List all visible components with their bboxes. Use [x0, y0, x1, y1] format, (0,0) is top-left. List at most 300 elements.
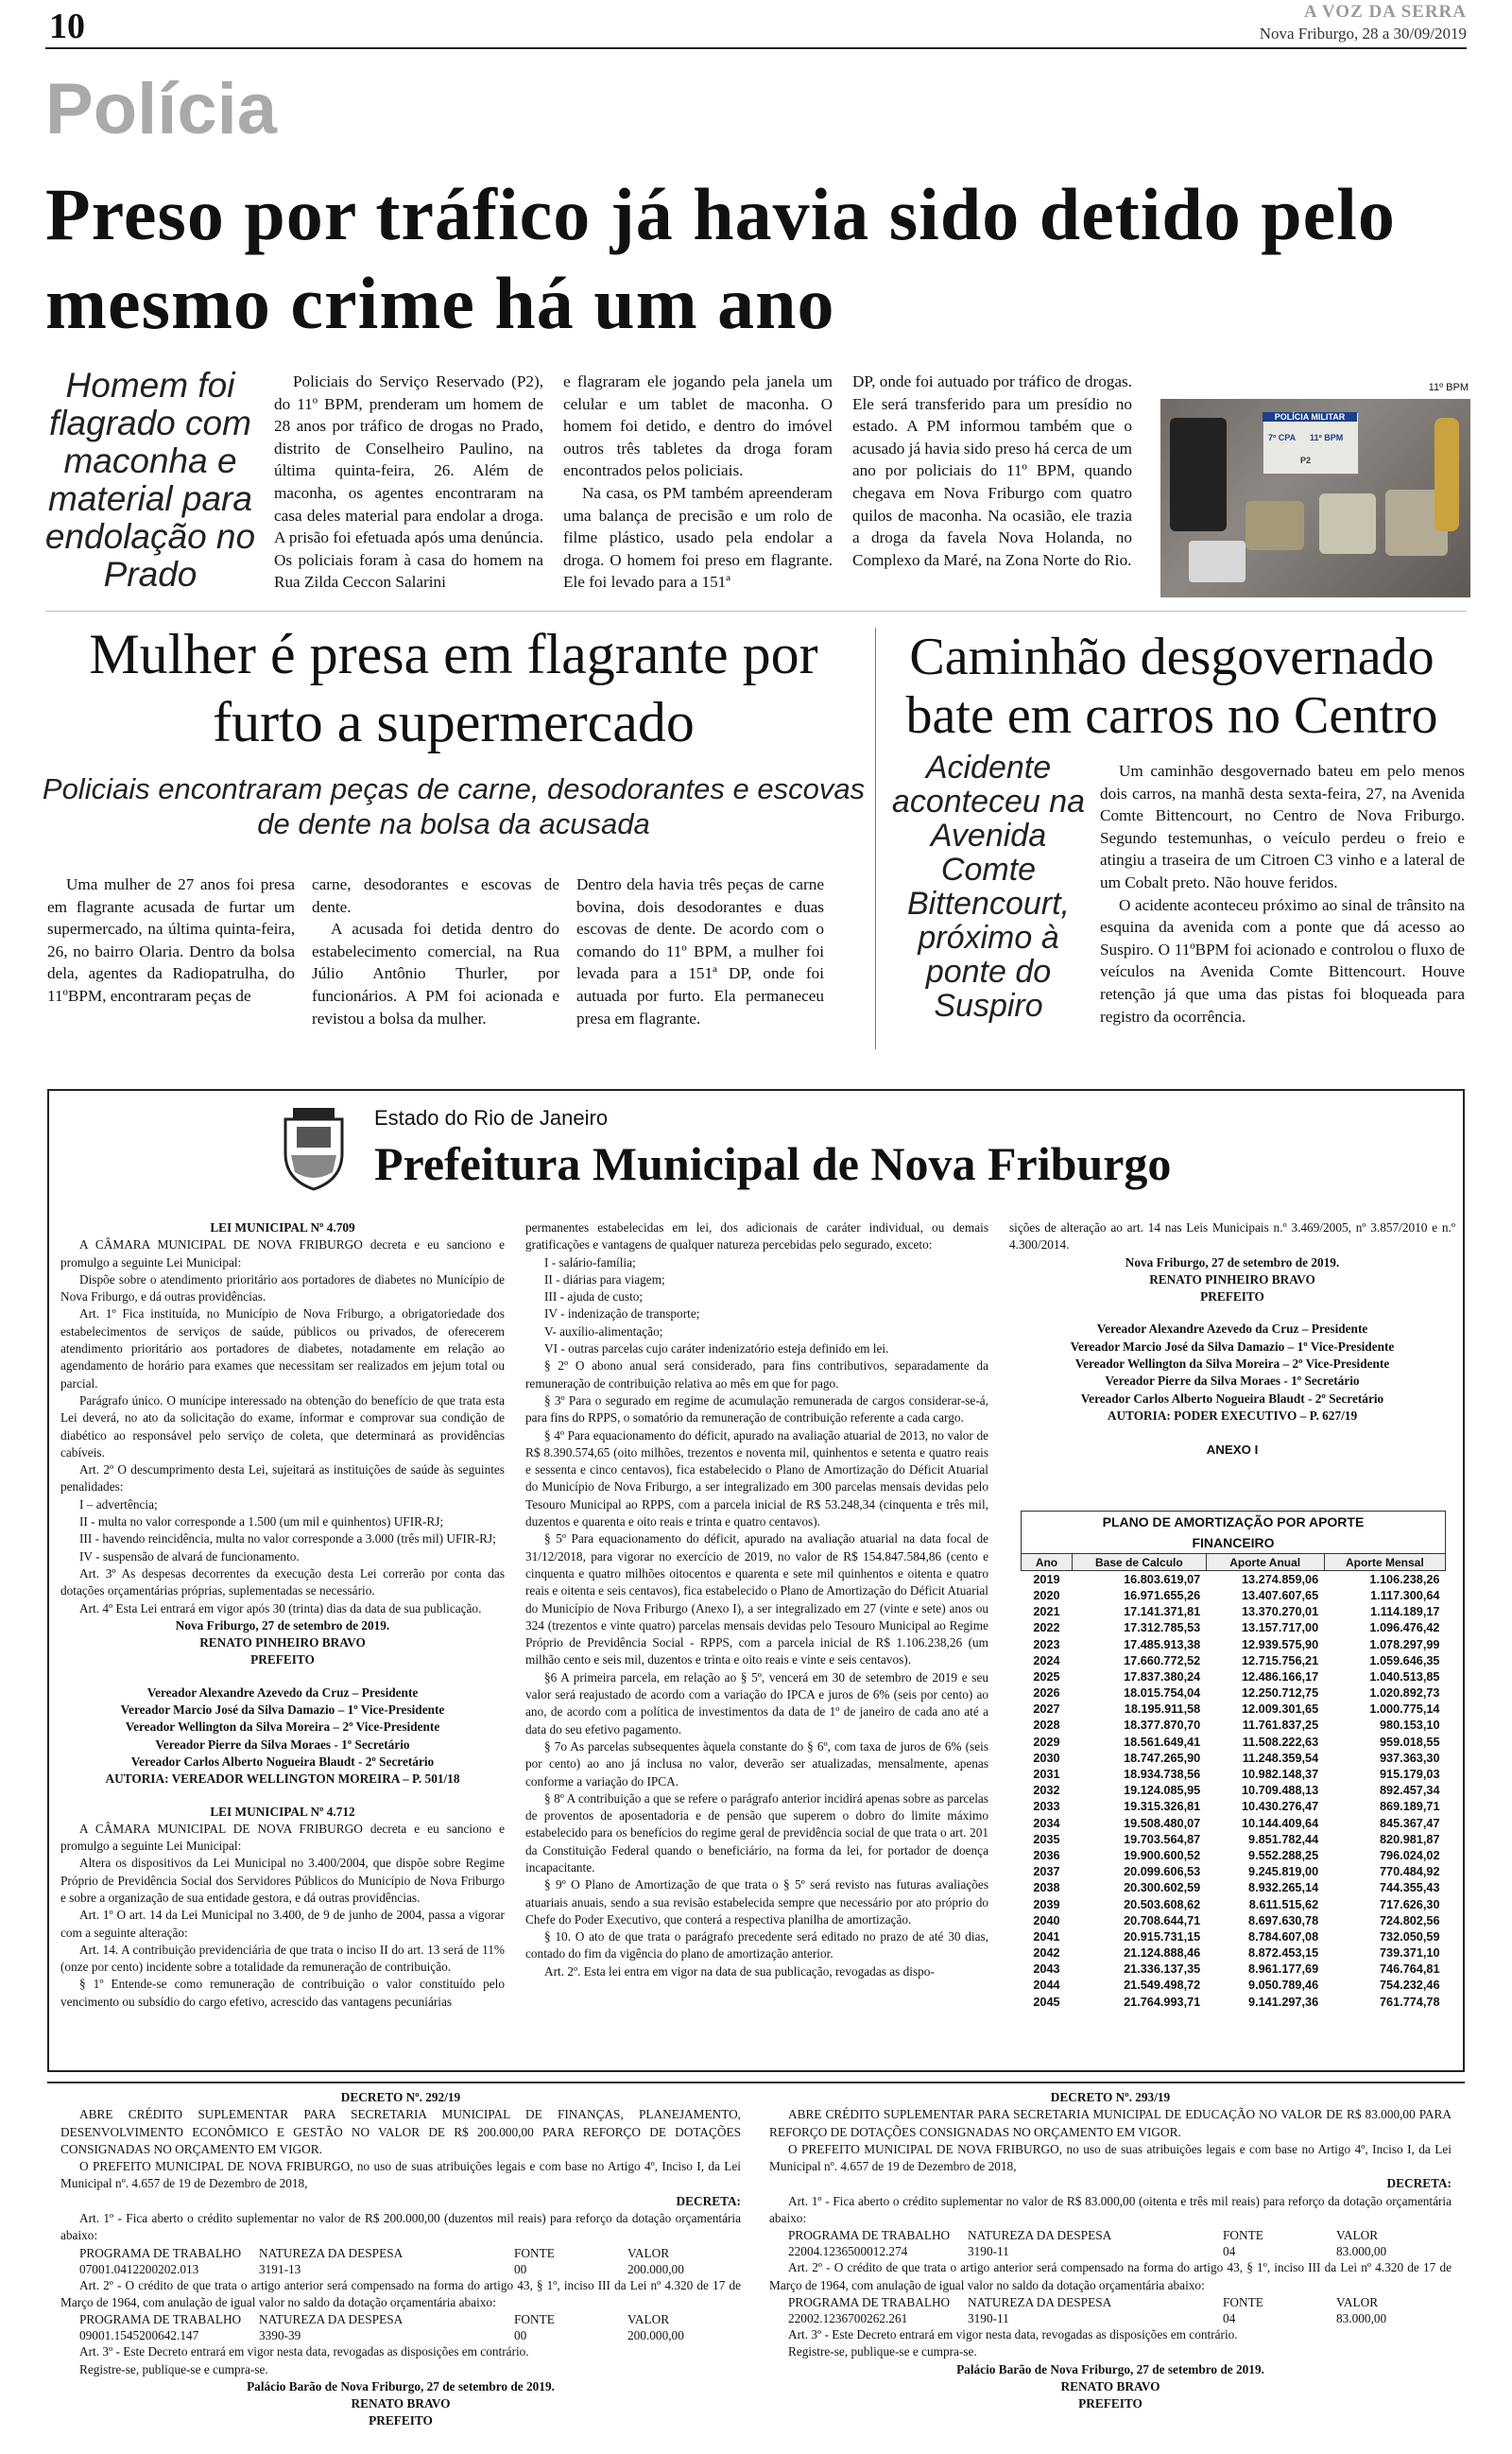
d292-r1c2: 3191-13: [259, 2261, 301, 2276]
amortization-table-wrap: [1021, 1511, 1446, 2010]
amortization-row: [1022, 1750, 1446, 1766]
amortization-row: [1022, 1685, 1446, 1702]
amortization-row: [1022, 1847, 1446, 1863]
decreto292-ementa: ABRE CRÉDITO SUPLEMENTAR PARA SECRETARIA MUNICIPAL DE FINANÇAS, PLANEJAMENTO, DESENVOLVIMENTO ECONÔMICO E GESTÃO NO VALOR DE R$ 200.000,00 PARA REFORÇO DE DOTAÇÕES CONSIGNADAS NO ORÇAMENTO EM VIGOR.: [60, 2107, 741, 2156]
lei4712-x4: IV - indenização de transporte;: [544, 1306, 700, 1322]
amortization-cell: 1.040.513,85: [1369, 1669, 1440, 1684]
amortization-cell: 19.900.600,52: [1124, 1848, 1201, 1862]
d293-r1c3: 04: [1223, 2244, 1236, 2259]
decreto292-registre: Registre-se, publique-se e cumpra-se.: [79, 2361, 268, 2376]
decreto293-prefeito-title: PREFEITO: [1078, 2396, 1143, 2411]
amortization-cell: 915.179,03: [1380, 1768, 1440, 1782]
amortization-row: [1022, 1620, 1446, 1636]
amortization-cell: 18.195.911,58: [1124, 1702, 1201, 1717]
amortization-row: [1022, 1912, 1446, 1928]
amortization-cell: 2026: [1033, 1686, 1060, 1701]
amortization-row: [1022, 1571, 1446, 1588]
d292-h1b: PROGRAMA DE TRABALHO: [79, 2312, 242, 2327]
amortization-cell: 8.872.453,15: [1248, 1946, 1319, 1961]
d292-h2b: NATUREZA DA DESPESA: [259, 2312, 404, 2327]
page-number: 10: [49, 7, 85, 46]
amortization-cell: 18.015.754,04: [1124, 1686, 1201, 1701]
d292-r2c3: 00: [514, 2328, 527, 2343]
lei4709-art2: Art. 2º O descumprimento desta Lei, sujeitará as instituições de saúde às seguintes penalidades:: [60, 1462, 505, 1495]
amortization-row: [1022, 1961, 1446, 1978]
decreto293-title: DECRETO Nº. 293/19: [1050, 2090, 1171, 2104]
amortization-cell: 2040: [1033, 1913, 1060, 1927]
prefeitura-title: Prefeitura Municipal de Nova Friburgo: [374, 1137, 1172, 1190]
decreto292-prefeito-title: PREFEITO: [369, 2413, 433, 2428]
amortization-cell: 21.124.888,46: [1124, 1946, 1201, 1961]
amortization-cell: 19.124.085,95: [1124, 1784, 1201, 1798]
city-crest-icon: [280, 1106, 348, 1191]
decretos-separator: [47, 2082, 1465, 2083]
lei4709-title: LEI MUNICIPAL Nº 4.709: [210, 1220, 355, 1235]
amortization-cell: 8.932.265,14: [1248, 1881, 1319, 1895]
amortization-header-cell: Aporte Mensal: [1324, 1554, 1445, 1571]
amortization-cell: 19.703.564,87: [1124, 1832, 1201, 1846]
lei4712-p4: § 4º Para equacionamento do déficit, apurado na avaliação atuarial de 2013, no valor de R$ 8.390.574,65 (oito milhões, trezentos e noventa mil, quinhentos e setenta e quatro reais e sessenta e cinco centavos), fica estabelecido o Plano de Amortização do Déficit Atuarial do Município de Nova Friburgo, a ser integralizado em 300 parcelas mensais devidas pelo Tesouro Municipal ao RPPS, com a parcela inicial de R$ 53.248,34 (cinquenta e três mil, duzentos e quarenta e oito reais e trinta e quatro centavos).: [525, 1427, 988, 1529]
amortization-cell: 19.508.480,07: [1124, 1816, 1201, 1830]
lei4712-x2: II - diárias para viagem;: [544, 1271, 665, 1287]
d292-h2: NATUREZA DA DESPESA: [259, 2245, 404, 2260]
amortization-cell: 2020: [1033, 1588, 1060, 1602]
amortization-header-cell: Aporte Anual: [1206, 1554, 1324, 1571]
amortization-cell: 845.367,47: [1380, 1816, 1440, 1830]
amortization-cell: 1.117.300,64: [1370, 1588, 1440, 1602]
story-separator: [45, 611, 1467, 612]
amortization-row: [1022, 1668, 1446, 1685]
amortization-cell: 21.549.498,72: [1124, 1979, 1201, 1993]
amortization-cell: 8.697.630,78: [1248, 1913, 1319, 1927]
amortization-cell: 2034: [1033, 1816, 1060, 1830]
amortization-cell: 17.141.371,81: [1124, 1605, 1201, 1619]
amortization-cell: 12.939.575,90: [1242, 1637, 1319, 1651]
decreto292: [60, 2089, 741, 2430]
amortization-row: [1022, 1604, 1446, 1620]
amortization-cell: 18.747.265,90: [1124, 1751, 1201, 1765]
amortization-cell: 17.312.785,53: [1124, 1621, 1201, 1635]
lei4712-p2: § 2º O abono anual será considerado, para fins contributivos, separadamente da remuneração de contribuição relativa ao mês em que for pago.: [525, 1358, 988, 1391]
amortization-cell: 17.485.913,38: [1124, 1637, 1201, 1651]
story2-col3-text: Dentro dela havia três peças de carne bovina, dois desodorantes e duas escovas de dente. De acordo com o comando do 11º BPM, a mulher foi levada para a 151ª DP, onde foi autuada por furto. Ela permaneceu presa em flagrante.: [576, 875, 824, 1028]
amortization-cell: 2019: [1033, 1572, 1060, 1586]
amortization-cell: 9.851.782,44: [1248, 1832, 1319, 1846]
d293-h3: FONTE: [1223, 2228, 1263, 2243]
amortization-row: [1022, 1978, 1446, 1994]
lei4709-v3: Vereador Wellington da Silva Moreira – 2º Vice-Presidente: [125, 1720, 440, 1735]
amortization-cell: 2045: [1033, 1995, 1060, 2009]
amortization-cell: 8.784.607,08: [1248, 1929, 1319, 1944]
amortization-cell: 17.837.380,24: [1124, 1669, 1201, 1684]
lei4709-i2: II - multa no valor corresponde a 1.500 (um mil e quinhentos) UFIR-RJ;: [79, 1514, 444, 1529]
photo-sign-bpm: 11º BPM: [1310, 433, 1344, 442]
lei4712-cont2: sições de alteração ao art. 14 nas Leis Municipais n.º 3.469/2005, nº 3.857/2010 e n.º 4.300/2014.: [1009, 1220, 1455, 1253]
amortization-cell: 12.715.756,21: [1242, 1653, 1319, 1668]
amortization-cell: 8.611.515,62: [1248, 1897, 1319, 1911]
story3-headline: Caminhão desgovernado bate em carros no Centro: [905, 628, 1438, 745]
story2-col1-text: Uma mulher de 27 anos foi presa em flagrante acusada de furtar um supermercado, na última quinta-feira, 26, no bairro Olaria. Dentro da bolsa dela, agentes da Radiopatrulha, do 11ºBPM, encontraram peças de: [47, 875, 295, 1005]
d293-h3b: FONTE: [1223, 2294, 1263, 2309]
amortization-cell: 1.106.238,26: [1369, 1572, 1440, 1586]
photo-sign-p2: P2: [1300, 456, 1312, 465]
column-divider: [875, 628, 876, 1049]
decreto293-ementa: ABRE CRÉDITO SUPLEMENTAR PARA SECRETARIA MUNICIPAL DE EDUCAÇÃO NO VALOR DE R$ 83.000,00 PARA REFORÇO DE DOTAÇÕES CONSIGNADAS NO ORÇAMENTO EM VIGOR.: [769, 2107, 1452, 2139]
amortization-cell: 1.000.775,14: [1369, 1702, 1440, 1717]
d292-r1c1: 07001.0412200202.013: [79, 2261, 199, 2276]
amortization-table: [1021, 1553, 1446, 2010]
amortization-cell: 16.971.655,26: [1124, 1588, 1201, 1602]
lei4712-title: LEI MUNICIPAL Nº 4.712: [210, 1804, 355, 1819]
amortization-cell: 739.371,10: [1380, 1946, 1440, 1961]
amortization-cell: 12.486.166,17: [1242, 1669, 1319, 1684]
d292-h1: PROGRAMA DE TRABALHO: [79, 2245, 242, 2260]
amortization-row: [1022, 1928, 1446, 1944]
lei4709-i4: IV - suspensão de alvará de funcionamento.: [79, 1548, 300, 1564]
decreto292-prefeito: RENATO BRAVO: [351, 2396, 451, 2411]
d293-h4b: VALOR: [1336, 2294, 1379, 2309]
d293-h2b: NATUREZA DA DESPESA: [968, 2294, 1112, 2309]
decreto293-prefeito: RENATO BRAVO: [1060, 2378, 1160, 2394]
amortization-header-cell: Ano: [1022, 1554, 1073, 1571]
amortization-cell: 1.114.189,17: [1370, 1605, 1440, 1619]
story3-p1: Um caminhão desgovernado bateu em pelo menos dois carros, na manhã desta sexta-feira, 27, na Avenida Comte Bittencourt, no Centro de Nova Friburgo. Segundo testemunhas, o veículo perdeu o freio e atingiu a traseira de um Citroen C3 vinho e a lateral de um Cobalt preto. Não houve feridos.: [1100, 762, 1465, 891]
lei4712-art14: Art. 14. A contribuição previdenciária de que trata o inciso II do art. 13 será de 11% (onze por cento) incidente sobre a totalidade da remuneração de contribuição.: [60, 1942, 505, 1975]
section-title: Polícia: [45, 69, 277, 149]
amortization-row: [1022, 1783, 1446, 1799]
d293-h1: PROGRAMA DE TRABALHO: [788, 2228, 951, 2243]
amortization-cell: 12.250.712,75: [1242, 1686, 1319, 1701]
amortization-cell: 13.157.717,00: [1242, 1621, 1319, 1635]
amortization-cell: 2042: [1033, 1946, 1060, 1961]
story1-col2: [563, 371, 833, 594]
amortization-cell: 796.024,02: [1380, 1848, 1440, 1862]
lei4712-par1: § 1º Entende-se como remuneração de contribuição o valor constituído pelo vencimento ou subsídio do cargo efetivo, acrescido das vantagens pecuniárias: [60, 1977, 505, 2009]
amortization-cell: 11.508.222,63: [1242, 1735, 1319, 1749]
d292-r2c4: 200.000,00: [627, 2328, 684, 2343]
amortization-cell: 10.144.409,64: [1242, 1816, 1319, 1830]
lei4712-v1: Vereador Alexandre Azevedo da Cruz – Presidente: [1096, 1322, 1368, 1337]
lei4712-x6: VI - outras parcelas cujo caráter indenizatório esteja definido em lei.: [544, 1341, 889, 1357]
amortization-cell: 761.774,78: [1380, 1995, 1440, 2009]
amortization-cell: 1.059.646,35: [1369, 1653, 1440, 1668]
seized-drugs-photo: [1160, 399, 1470, 597]
story1-col1-text: Policiais do Serviço Reservado (P2), do 11º BPM, prenderam um homem de 28 anos por tráfico de drogas no Prado, distrito de Conselheiro Paulino, na última quinta-feira, 26. Além de maconha, os agentes encontraram na casa deles material para endolar a droga. A prisão foi efetuada após uma denúncia. Os policiais foram à casa do homem na Rua Zilda Ceccon Salarini: [274, 372, 543, 592]
decreto292-table1: [79, 2245, 741, 2277]
d292-r2c1: 09001.1545200642.147: [79, 2328, 199, 2343]
photo-credit: 11º BPM: [1428, 382, 1469, 393]
amortization-cell: 869.189,71: [1380, 1800, 1440, 1814]
story2-col2-text-a: carne, desodorantes e escovas de dente.: [312, 875, 559, 916]
lei4712-ementa: Altera os dispositivos da Lei Municipal no 3.400/2004, que dispõe sobre Regime Próprio de Previdência Social dos Servidores Públicos do Município de Nova Friburgo e sobre a organização de sua entidade gestora, e dá outras providências.: [60, 1856, 505, 1905]
lei4709-prefeito: RENATO PINHEIRO BRAVO: [199, 1635, 366, 1650]
lei4712-prefeito-title: PREFEITO: [1200, 1289, 1264, 1305]
d293-r2c4: 83.000,00: [1336, 2310, 1387, 2325]
amortization-cell: 19.315.326,81: [1124, 1800, 1201, 1814]
lei4709-date: Nova Friburgo, 27 de setembro de 2019.: [175, 1617, 390, 1633]
decreto292-decreta: DECRETA:: [676, 2193, 741, 2208]
decreto292-art3: Art. 3º - Este Decreto entrará em vigor nesta data, revogadas as disposições em contrário.: [79, 2344, 529, 2359]
photo-sign-header: POLÍCIA MILITAR: [1263, 412, 1357, 422]
amortization-cell: 732.050,59: [1380, 1929, 1440, 1944]
amortization-row: [1022, 1702, 1446, 1718]
amortization-cell: 21.336.137,35: [1124, 1962, 1201, 1977]
amortization-cell: 17.660.772,52: [1124, 1653, 1201, 1668]
decreto293-intro: O PREFEITO MUNICIPAL DE NOVA FRIBURGO, no uso de suas atribuições legais e com base no Artigo 4º, Inciso I, da Lei Municipal nº. 4.657 de 19 de Dezembro de 2018,: [769, 2141, 1452, 2174]
lei4712-x1: I - salário-família;: [544, 1254, 636, 1270]
amortization-cell: 2041: [1033, 1929, 1060, 1944]
story3-deck: Acidente aconteceu na Avenida Comte Bittencourt, próximo à ponte do Suspiro: [891, 750, 1086, 1024]
story2-col1: [47, 873, 295, 1008]
legal-col3: [1009, 1219, 1455, 1460]
story1-col1: [274, 371, 543, 594]
lei4709-par: Parágrafo único. O munícipe interessado na obtenção do benefício de que trata esta Lei deverá, no ato da solicitação do exame, informar e comprovar sua condição de diabético ao responsável pelo serviço de coleta, que determinará as providências cabíveis.: [60, 1392, 505, 1460]
amortization-cell: 11.248.359,54: [1242, 1751, 1319, 1765]
lei4712-p10: § 10. O ato de que trata o parágrafo precedente será editado no prazo de até 30 dias, contado do fim da vigência do plano de amortização anterior.: [525, 1929, 988, 1961]
amortization-cell: 1.096.476,42: [1369, 1621, 1440, 1635]
amortization-cell: 9.050.789,46: [1248, 1979, 1319, 1993]
amortization-cell: 2039: [1033, 1897, 1060, 1911]
amortization-cell: 16.803.619,07: [1124, 1572, 1201, 1586]
amortization-table-title: PLANO DE AMORTIZAÇÃO POR APORTE FINANCEIRO: [1021, 1511, 1446, 1553]
amortization-cell: 20.099.606,53: [1124, 1865, 1201, 1879]
lei4712-art1: Art. 1º O art. 14 da Lei Municipal no 3.400, de 9 de junho de 2004, passa a vigorar com a seguinte alteração:: [60, 1908, 505, 1940]
d293-r1c2: 3190-11: [968, 2244, 1009, 2259]
decreto293-table1: [788, 2227, 1452, 2259]
story2-deck: Policiais encontraram peças de carne, desodorantes e escovas de dente na bolsa da acusada: [42, 772, 866, 840]
amortization-cell: 2021: [1033, 1605, 1060, 1619]
d293-r2c2: 3190-11: [968, 2310, 1009, 2325]
decreto292-date: Palácio Barão de Nova Friburgo, 27 de setembro de 2019.: [247, 2378, 555, 2394]
lei4709-v5: Vereador Carlos Alberto Nogueira Blaudt - 2º Secretário: [130, 1754, 435, 1769]
decreto292-art1: Art. 1º - Fica aberto o crédito suplementar no valor de R$ 200.000,00 (duzentos mil reais) para reforço da dotação orçamentária abaixo:: [60, 2211, 741, 2243]
story2-col2-text-b: A acusada foi detida dentro do estabelecimento comercial, na Rua Júlio Antônio Thurler, por funcionários. A PM foi acionada e revistou a bolsa da mulher.: [312, 920, 559, 1028]
d292-r1c3: 00: [514, 2261, 527, 2276]
amortization-row: [1022, 1734, 1446, 1750]
amortization-cell: 2029: [1033, 1735, 1060, 1749]
story2-col2: [312, 873, 559, 1029]
amortization-cell: 10.709.488,13: [1242, 1784, 1319, 1798]
amortization-cell: 9.141.297,36: [1248, 1995, 1319, 2009]
amortization-cell: 13.407.607,65: [1242, 1588, 1319, 1602]
lei4709-v2: Vereador Marcio José da Silva Damazio – 1º Vice-Presidente: [120, 1702, 445, 1718]
photo-phone: [1170, 418, 1227, 531]
amortization-cell: 892.457,34: [1380, 1784, 1440, 1798]
amortization-cell: 20.300.602,59: [1124, 1881, 1201, 1895]
story1-deck: Homem foi flagrado com maconha e material para endolação no Prado: [44, 366, 256, 594]
lei4712-p3: § 3º Para o segurado em regime de acumulação remunerada de cargos considerar-se-á, para fins do RPPS, o somatório da remuneração de contribuição referente a cada cargo.: [525, 1392, 988, 1426]
amortization-cell: 746.764,81: [1380, 1962, 1440, 1977]
amortization-cell: 724.802,56: [1380, 1913, 1440, 1927]
amortization-cell: 2033: [1033, 1800, 1060, 1814]
photo-sign-cpa: 7º CPA: [1268, 433, 1297, 442]
amortization-cell: 2038: [1033, 1881, 1060, 1895]
lei4712-intro: A CÂMARA MUNICIPAL DE NOVA FRIBURGO decreta e eu sanciono e promulgo a seguinte Lei Municipal:: [60, 1821, 505, 1854]
amortization-row: [1022, 1831, 1446, 1847]
d293-r1c1: 22004.1236500012.274: [788, 2244, 908, 2259]
amortization-cell: 21.764.993,71: [1124, 1995, 1201, 2009]
lei4712-p6: §6 A primeira parcela, em relação ao § 5º, vencerá em 30 de setembro de 2019 e seu valor será reajustado de acordo com a variação do IPCA e juros de 6% (seis por cento) ao ano, de acordo com a política de investimentos da data de 1º de janeiro de cada ano até a data do seu efetivo pagamento.: [525, 1669, 988, 1737]
photo-packet-2: [1319, 493, 1376, 554]
lei4709-art4: Art. 4º Esta Lei entrará em vigor após 30 (trinta) dias da data de sua publicação.: [79, 1600, 482, 1616]
legal-col1: [60, 1219, 505, 2011]
amortization-cell: 2030: [1033, 1751, 1060, 1765]
lei4712-prefeito: RENATO PINHEIRO BRAVO: [1149, 1271, 1315, 1287]
lei4709-autoria: AUTORIA: VEREADOR WELLINGTON MOREIRA – P. 501/18: [105, 1771, 460, 1787]
amortization-header-cell: Base de Calculo: [1072, 1554, 1206, 1571]
lei4709-art3: Art. 3º As despesas decorrentes da execução desta Lei correrão por conta das dotações orçamentárias próprias, suplementadas se necessário.: [60, 1565, 505, 1599]
story1-headline: Preso por tráfico já havia sido detido pelo mesmo crime há um ano: [45, 173, 1396, 344]
lei4712-v4: Vereador Pierre da Silva Moraes - 1º Secretário: [1105, 1374, 1360, 1389]
decreto293-art3: Art. 3º - Este Decreto entrará em vigor nesta data, revogadas as disposições em contrário.: [788, 2326, 1238, 2342]
story1-col3: [852, 371, 1132, 571]
lei4712-v2: Vereador Marcio José da Silva Damazio – 1º Vice-Presidente: [1070, 1339, 1395, 1354]
legal-col2: [525, 1219, 988, 1980]
amortization-cell: 2027: [1033, 1702, 1060, 1717]
lei4712-p5: § 5º Para equacionamento do déficit, apurado na avaliação atuarial na data focal de 31/12/2018, para vigorar no exercício de 2019, no valor de R$ 154.847.584,86 (cento e cinquenta e quatro milhões oitocentos e quarenta e sete mil quinhentos e oitenta e quatro reais e oitenta e seis centavos), fica estabelecido o Plano de Amortização do Déficit Atuarial do Município de Nova Friburgo (Anexo I), a ser integralizado em 27 (vinte e sete) anos ou 324 (trezentos e vinte quatro) parcelas mensais devidas pelo Tesouro Municipal ao Regime Próprio de Previdência Social - RPPS, com a parcela inicial de R$ 1.106.238,26 (um milhão cento e seis mil, duzentos e trinta e oito reais e vinte e seis centavos).: [525, 1531, 988, 1668]
amortization-cell: 2032: [1033, 1784, 1060, 1798]
amortization-cell: 12.009.301,65: [1242, 1702, 1319, 1717]
photo-tube: [1435, 418, 1459, 531]
decreto293-decreta: DECRETA:: [1386, 2176, 1452, 2191]
story1-col2-text-a: e flagraram ele jogando pela janela um celular e um tablet de maconha. O homem foi detido, e dentro do imóvel outros três tabletes da droga foram encontrados pelos policiais.: [563, 372, 833, 480]
amortization-cell: 980.153,10: [1380, 1719, 1440, 1733]
d292-h4b: VALOR: [627, 2312, 670, 2327]
amortization-cell: 820.981,87: [1380, 1832, 1440, 1846]
lei4712-p9: § 9º O Plano de Amortização de que trata o § 5º será revisto nas futuras avaliações atuariais anuais, sendo a sua revisão estabelecida sempre que necessário por ato próprio do Chefe do Poder Executivo, que conterá a respectiva planilha de amortização.: [525, 1877, 988, 1927]
amortization-cell: 2043: [1033, 1962, 1060, 1977]
photo-scale: [1189, 541, 1246, 582]
amortization-row: [1022, 1994, 1446, 2010]
anexo-label: ANEXO I: [1206, 1443, 1259, 1458]
d293-h4: VALOR: [1336, 2228, 1379, 2243]
lei4712-v3: Vereador Wellington da Silva Moreira – 2º Vice-Presidente: [1074, 1357, 1390, 1372]
lei4712-cont: permanentes estabelecidas em lei, dos adicionais de caráter individual, ou demais gratificações e vantagens de qualquer natureza percebidas pelo segurado, exceto:: [525, 1220, 988, 1253]
decreto293: [769, 2089, 1452, 2412]
lei4712-x5: V- auxílio-alimentação;: [544, 1323, 663, 1339]
amortization-cell: 2023: [1033, 1637, 1060, 1651]
amortization-cell: 18.377.870,70: [1124, 1719, 1201, 1733]
lei4709-ementa: Dispõe sobre o atendimento prioritário aos portadores de diabetes no Município de Nova Friburgo, e dá outras providências.: [60, 1271, 505, 1305]
amortization-cell: 754.232,46: [1380, 1979, 1440, 1993]
story2-col3: [576, 873, 824, 1029]
amortization-cell: 18.934.738,56: [1124, 1768, 1201, 1782]
lei4709-i1: I – advertência;: [79, 1496, 158, 1512]
amortization-cell: 2028: [1033, 1719, 1060, 1733]
amortization-cell: 2031: [1033, 1768, 1060, 1782]
amortization-row: [1022, 1896, 1446, 1912]
lei4709-i3: III - havendo reincidência, multa no valor corresponde a 3.000 (três mil) UFIR-RJ;: [79, 1531, 496, 1547]
amortization-cell: 13.370.270,01: [1242, 1605, 1319, 1619]
amortization-cell: 2035: [1033, 1832, 1060, 1846]
decreto293-registre: Registre-se, publique-se e cumpra-se.: [788, 2344, 977, 2359]
story1-col2-text-b: Na casa, os PM também apreenderam uma balança de precisão e um rolo de filme plástico, usado pela endolar a droga. O homem foi preso em flagrante. Ele foi levado para a 151ª: [563, 483, 833, 592]
decreto292-intro: O PREFEITO MUNICIPAL DE NOVA FRIBURGO, no uso de suas atribuições legais e com base no Artigo 4º, Inciso I, da Lei Municipal nº. 4.657 de 19 de Dezembro de 2018,: [60, 2159, 741, 2191]
d293-h1b: PROGRAMA DE TRABALHO: [788, 2294, 951, 2309]
amortization-cell: 11.761.837,25: [1242, 1719, 1319, 1733]
story3-p2: O acidente aconteceu próximo ao sinal de trânsito na esquina da avenida com a ponte que dá acesso ao Suspiro. O 11ºBPM foi acionado e controlou o fluxo de veículos na Avenida Comte Bittencourt. Houve retenção já que uma das pistas foi bloqueada para registro da ocorrência.: [1100, 895, 1465, 1026]
decreto293-table2: [788, 2294, 1452, 2326]
amortization-row: [1022, 1587, 1446, 1603]
lei4709-prefeito-title: PREFEITO: [250, 1652, 315, 1668]
decreto292-title: DECRETO Nº. 292/19: [340, 2090, 461, 2104]
lei4712-v5: Vereador Carlos Alberto Nogueira Blaudt - 2º Secretário: [1080, 1391, 1384, 1406]
story1-col3-text: DP, onde foi autuado por tráfico de drogas. Ele será transferido para um presídio no estado. A PM informou também que o acusado já havia sido preso há cerca de um ano por policiais do 11º BPM, quando chegava em Nova Friburgo com quatro quilos de maconha. Na ocasião, ele trazia a droga da favela Nova Holanda, no Complexo da Maré, na Zona Norte do Rio.: [852, 372, 1132, 569]
amortization-row: [1022, 1815, 1446, 1831]
amortization-cell: 744.355,43: [1380, 1881, 1440, 1895]
story2-headline: Mulher é presa em flagrante por furto a supermercado: [89, 623, 818, 753]
d292-r1c4: 200.000,00: [627, 2261, 684, 2276]
amortization-cell: 2044: [1033, 1979, 1060, 1993]
amortization-row: [1022, 1880, 1446, 1896]
lei4709-v4: Vereador Pierre da Silva Moraes - 1º Secretário: [155, 1737, 410, 1752]
d292-r2c2: 3390-39: [259, 2328, 301, 2343]
d293-r2c1: 22002.1236700262.261: [788, 2310, 908, 2325]
amortization-cell: 2024: [1033, 1653, 1060, 1668]
amortization-cell: 8.961.177,69: [1248, 1962, 1319, 1977]
amortization-row: [1022, 1636, 1446, 1652]
photo-packet-1: [1246, 501, 1304, 550]
amortization-cell: 1.078.297,99: [1369, 1637, 1440, 1651]
lei4712-date: Nova Friburgo, 27 de setembro de 2019.: [1125, 1254, 1340, 1270]
amortization-cell: 770.484,92: [1380, 1865, 1440, 1879]
lei4712-autoria: AUTORIA: PODER EXECUTIVO – P. 627/19: [1107, 1408, 1358, 1423]
lei4712-p8: § 8º A contribuição a que se refere o parágrafo anterior incidirá apenas sobre as parcelas de proventos de aposentadoria e de pensão que superem o dobro do limite máximo estabelecido para os benefícios do regime geral de previdência social de que trata o art. 201 da Constituição Federal quando o beneficiário, na forma da lei, for portador de doença incapacitante.: [525, 1790, 988, 1875]
amortization-cell: 20.503.608,62: [1124, 1897, 1201, 1911]
header-rule: [45, 47, 1467, 49]
amortization-cell: 2022: [1033, 1621, 1060, 1635]
amortization-cell: 9.245.819,00: [1248, 1865, 1319, 1879]
amortization-cell: 20.915.731,15: [1124, 1929, 1201, 1944]
amortization-row: [1022, 1799, 1446, 1815]
amortization-cell: 13.274.859,06: [1242, 1572, 1319, 1586]
lei4712-p7: § 7o As parcelas subsequentes àquela constante do § 6º, com taxa de juros de 6% (seis por cento) ao ano já inclusa no valor, deverão ser atualizadas, mensalmente, apenas conforme a variação do IPCA.: [525, 1738, 988, 1789]
story3-body: [1100, 760, 1465, 1028]
amortization-row: [1022, 1652, 1446, 1668]
amortization-row: [1022, 1945, 1446, 1961]
lei4712-x3: III - ajuda de custo;: [544, 1289, 644, 1305]
amortization-cell: 1.020.892,73: [1369, 1686, 1440, 1701]
amortization-cell: 717.626,30: [1380, 1897, 1440, 1911]
publication-date: Nova Friburgo, 28 a 30/09/2019: [1259, 25, 1467, 43]
decreto292-table2: [79, 2311, 741, 2343]
d293-r1c4: 83.000,00: [1336, 2244, 1387, 2259]
amortization-cell: 937.363,30: [1380, 1751, 1440, 1765]
d292-h4: VALOR: [627, 2245, 670, 2260]
amortization-cell: 20.708.644,71: [1124, 1913, 1201, 1927]
decreto293-date: Palácio Barão de Nova Friburgo, 27 de setembro de 2019.: [956, 2361, 1264, 2376]
publication-name: A VOZ DA SERRA: [1303, 2, 1467, 22]
lei4709-v1: Vereador Alexandre Azevedo da Cruz – Presidente: [146, 1685, 419, 1700]
amortization-cell: 9.552.288,25: [1248, 1848, 1319, 1862]
amortization-cell: 2036: [1033, 1848, 1060, 1862]
amortization-cell: 18.561.649,41: [1124, 1735, 1201, 1749]
amortization-cell: 10.982.148,37: [1242, 1768, 1319, 1782]
lei4712-art2: Art. 2º. Esta lei entra em vigor na data de sua publicação, revogadas as dispo-: [544, 1963, 935, 1979]
lei4709-art1: Art. 1º Fica instituída, no Município de Nova Friburgo, a obrigatoriedade dos estabelecimentos de serviços de saúde, públicos ou privados, de oferecerem atendimento prioritário aos portadores de diabetes, notadamente em relação ao agendamento de horário para exames que necessitam ser realizados em jejum total ou parcial.: [60, 1306, 505, 1391]
amortization-cell: 10.430.276,47: [1242, 1800, 1319, 1814]
amortization-cell: 2037: [1033, 1865, 1060, 1879]
d293-h2: NATUREZA DA DESPESA: [968, 2228, 1112, 2243]
estado-label: Estado do Rio de Janeiro: [374, 1106, 609, 1130]
d292-h3: FONTE: [514, 2245, 555, 2260]
lei4709-intro: A CÂMARA MUNICIPAL DE NOVA FRIBURGO decreta e eu sanciono e promulgo a seguinte Lei Municipal:: [60, 1237, 505, 1270]
amortization-row: [1022, 1718, 1446, 1734]
amortization-cell: 959.018,55: [1380, 1735, 1440, 1749]
d293-r2c3: 04: [1223, 2310, 1236, 2325]
amortization-row: [1022, 1766, 1446, 1782]
decreto292-art2: Art. 2º - O crédito de que trata o artigo anterior será compensado na forma do artigo 43, § 1º, inciso III da Lei nº 4.320 de 17 de Março de 1964, com anulação de igual valor no saldo da dotação orçamentária abaixo:: [60, 2277, 741, 2309]
